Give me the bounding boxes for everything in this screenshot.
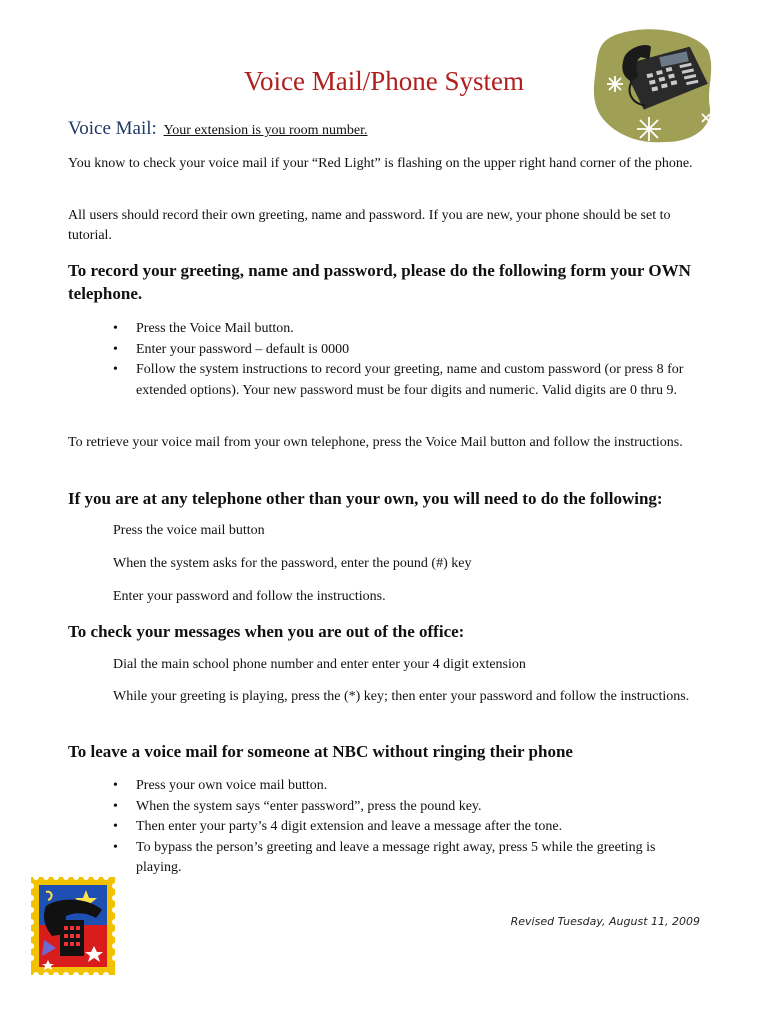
other-phone-heading: If you are at any telephone other than your own, you will need to do the following: [68,489,663,508]
voice-mail-heading [68,118,368,140]
red-light-paragraph: You know to check your voice mail if your “Red Light” is flashing on the upper right hand corner of the phone. [68,156,693,171]
list-item: • To bypass the person’s greeting and leave a message right away, press 5 while the greeting is playing. [136,838,702,879]
phone-stamp-clipart-icon [30,876,116,976]
leave-message-list [136,776,702,879]
out-of-office-heading: To check your messages when you are out of the office: [68,622,465,641]
record-section-heading: To record your greeting, name and password, please do the following form your OWN telephone. [68,261,691,303]
revised-date: Revised Tuesday, August 11, 2009 [510,915,700,928]
page-title: Voice Mail/Phone System [244,66,524,96]
other-phone-step: When the system asks for the password, enter the pound (#) key [113,556,472,571]
list-item: • Then enter your party’s 4 digit extension and leave a message after the tone. [136,817,702,838]
list-item: • Press your own voice mail button. [136,776,702,797]
list-item: • When the system says “enter password”, press the pound key. [136,797,702,818]
other-phone-step: Press the voice mail button [113,523,265,538]
record-own-greeting-paragraph: All users should record their own greeting, name and password. If you are new, your phone should be set to tutorial. [68,208,671,243]
leave-message-heading: To leave a voice mail for someone at NBC without ringing their phone [68,742,573,761]
other-phone-step: Enter your password and follow the instructions. [113,589,386,604]
retrieve-paragraph: To retrieve your voice mail from your own telephone, press the Voice Mail button and follow the instructions. [68,435,683,450]
list-item: • Follow the system instructions to record your greeting, name and custom password (or press 8 for extended options). Your new password must be four digits and numeric. Valid digits are 0 thru 9. [136,360,702,401]
out-of-office-step: While your greeting is playing, press the (*) key; then enter your password and follow the instructions. [113,689,690,704]
out-of-office-step: Dial the main school phone number and enter enter your 4 digit extension [113,657,526,672]
record-steps-list [136,319,702,401]
voice-mail-label: Voice Mail: [68,118,157,139]
list-item: • Enter your password – default is 0000 [136,340,702,361]
voice-mail-subtitle: Your extension is you room number. [163,123,368,138]
list-item: • Press the Voice Mail button. [136,319,702,340]
